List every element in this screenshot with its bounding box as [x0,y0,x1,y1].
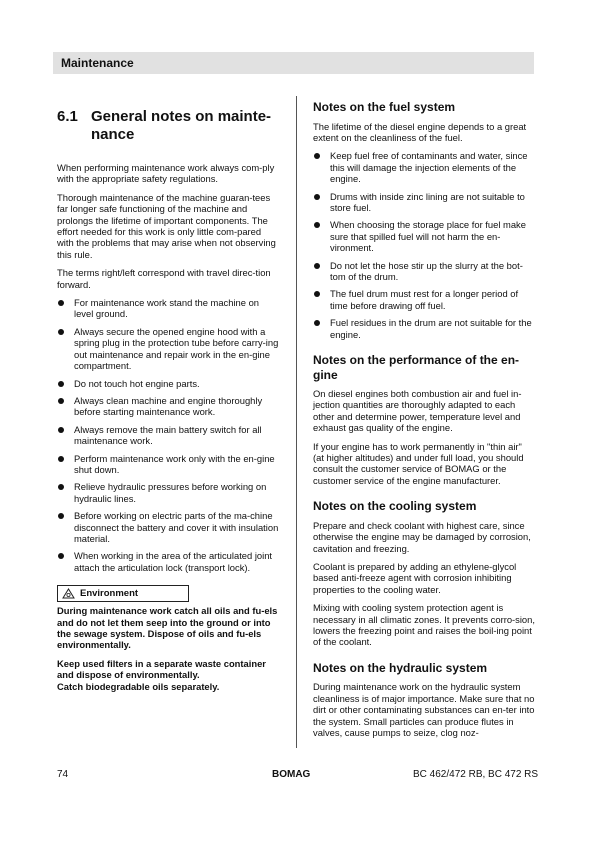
list-item: Do not let the hose stir up the slurry at the bot-tom of the drum. [313,260,535,283]
bullet-icon [314,222,320,228]
bullet-icon [314,263,320,269]
section-heading [57,108,279,144]
fuel-heading: Notes on the fuel system [313,100,456,114]
section-title: General notes on mainte- nance [91,108,272,143]
list-item: Drums with inside zinc lining are not suitable to store fuel. [313,191,535,214]
bullet-icon [314,194,320,200]
column-divider [296,96,297,748]
section-number: 6.1 [57,108,78,125]
bullet-icon [58,513,64,519]
bullet-icon [58,484,64,490]
list-item: Always clean machine and engine thoroughly before starting maintenance work. [57,395,279,418]
bullet-icon [314,320,320,326]
right-column [313,100,535,745]
environment-label-box [57,585,189,602]
list-item: Always secure the opened engine hood with a spring plug in the protection tube before carry-ing out maintenance and repair work in the en-gine compartment. [57,326,279,372]
fuel-list [313,150,535,340]
bullet-icon [58,300,64,306]
list-item: For maintenance work stand the machine on level ground. [57,297,279,320]
list-item: When working in the area of the articulated joint attach the articulation lock (transport lock). [57,550,279,573]
list-item: Perform maintenance work only with the en-gine shut down. [57,453,279,476]
bullet-icon [314,291,320,297]
chapter-title: Maintenance [61,56,134,70]
list-item: Relieve hydraulic pressures before working on hydraulic lines. [57,481,279,504]
list-item: Always remove the main battery switch for all maintenance work. [57,424,279,447]
bullet-icon [58,329,64,335]
chapter-header [53,52,534,74]
intro-paragraph: The terms right/left correspond with travel direc-tion forward. [57,267,271,290]
intro-paragraph: When performing maintenance work always com-ply with the appropriate safety regulations. [57,162,275,185]
bullet-icon [58,398,64,404]
cooling-paragraph: Coolant is prepared by adding an ethylene-glycol based anti-freeze agent with corrosion inhibiting properties to the cooling water. [313,560,517,595]
list-item: Fuel residues in the drum are not suitable for the engine. [313,317,535,340]
model-designation: BC 462/472 RB, BC 472 RS [413,769,539,780]
environment-icon [62,588,75,599]
performance-heading: Notes on the performance of the en-gine [313,353,520,382]
performance-paragraph: If your engine has to work permanently in "thin air" (at higher altitudes) and under full load, you should consult the customer service of BOMAG or the customer service of the engine manufacturer. [313,440,524,486]
intro-paragraph: Thorough maintenance of the machine guaran-tees far longer safe functioning of the machine and prolongs the lifetime of important components. The effort needed for this work is only little com-pared with the problems that may arise when not observing this rule. [57,191,276,260]
bullet-icon [314,153,320,159]
bullet-icon [58,456,64,462]
maintenance-rules-list [57,297,279,573]
page-number: 74 [57,769,69,780]
list-item: When choosing the storage place for fuel make sure that spilled fuel will not harm the en-vironment. [313,219,535,253]
hydraulic-heading: Notes on the hydraulic system [313,660,488,675]
cooling-paragraph: Mixing with cooling system protection agent is necessary in all climatic zones. It prevents corro-sion, lowers the freezing point and raises the boil-ing point of the coolant. [313,602,535,648]
environment-note: During maintenance work catch all oils and fu-els and do not let them seep into the ground or into the sewage system. Dispose of oils and fu-els environmentally. [57,605,278,651]
list-item: Before working on electric parts of the ma-chine disconnect the battery and cover it with insulation material. [57,510,279,544]
cooling-heading: Notes on the cooling system [313,499,477,514]
left-column [57,108,279,699]
cooling-paragraph: Prepare and check coolant with highest care, since otherwise the engine may be damaged by corrosion, cavitation and freezing. [313,519,531,554]
brand-name: BOMAG [272,769,311,780]
hydraulic-paragraph: During maintenance work on the hydraulic system cleanliness is of major importance. Make sure that no dirt or other contaminating substances can en-ter into the system. Small particles can produce flutes in valves, cause pumps to seize, clog noz- [313,681,535,738]
list-item: Do not touch hot engine parts. [57,378,279,389]
environment-label: Environment [80,588,139,600]
environment-note: Keep used filters in a separate waste container and dispose of environmentally. Catch biodegradable oils separately. [57,657,266,692]
list-item: The fuel drum must rest for a longer period of time before drawing off fuel. [313,288,535,311]
bullet-icon [58,553,64,559]
performance-paragraph: On diesel engines both combustion air and fuel in-jection quantities are thoroughly adapted to each other and determine power, temperature level and exhaust gas quality of the engine. [313,388,522,434]
list-item: Keep fuel free of contaminants and water, since this will damage the injection elements of the engine. [313,150,535,184]
bullet-icon [58,427,64,433]
fuel-intro: The lifetime of the diesel engine depends to a great extent on the cleanliness of the fuel. [313,120,527,143]
bullet-icon [58,381,64,387]
